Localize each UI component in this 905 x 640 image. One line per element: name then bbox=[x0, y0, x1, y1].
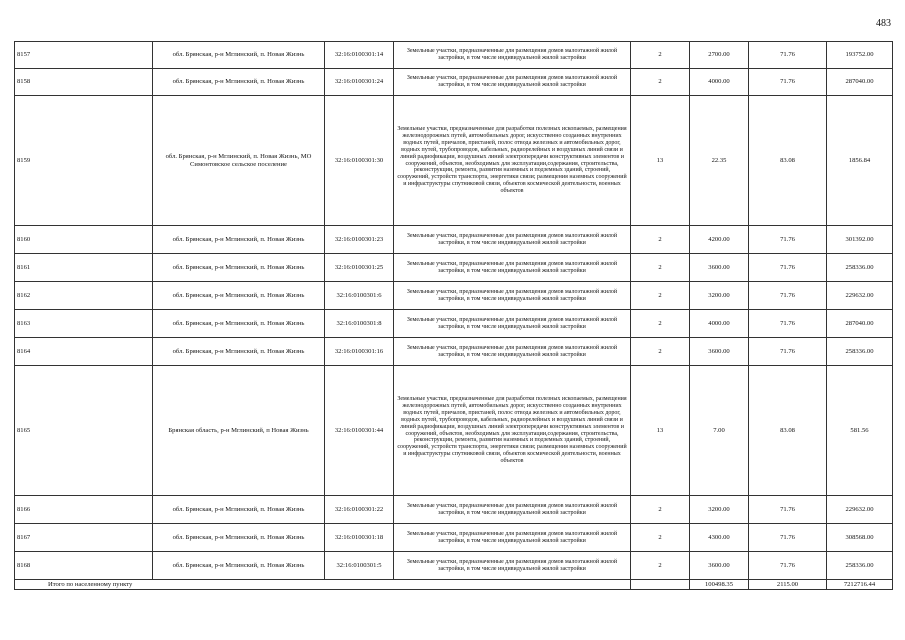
total-rate: 2115.00 bbox=[749, 580, 827, 590]
row-code: 2 bbox=[631, 496, 690, 524]
row-location: обл. Брянская, р-н Мглинский, п. Новая Жизнь bbox=[153, 338, 325, 366]
row-location: обл. Брянская, р-н Мглинский, п. Новая Жизнь bbox=[153, 226, 325, 254]
row-area: 3600.00 bbox=[690, 552, 749, 580]
row-id: 8168 bbox=[15, 552, 153, 580]
table-row bbox=[15, 552, 893, 580]
table-row bbox=[15, 69, 893, 96]
row-value: 229632.00 bbox=[827, 282, 893, 310]
row-rate: 83.08 bbox=[749, 366, 827, 496]
table-row bbox=[15, 42, 893, 69]
row-description: Земельные участки, предназначенные для размещения домов малоэтажной жилой застройки, в том числе индивидуальной жилой застройки bbox=[394, 282, 631, 310]
row-value: 1856.84 bbox=[827, 96, 893, 226]
row-area: 4200.00 bbox=[690, 226, 749, 254]
row-code: 13 bbox=[631, 366, 690, 496]
row-cadastral: 32:16:0100301:30 bbox=[325, 96, 394, 226]
row-value: 193752.00 bbox=[827, 42, 893, 69]
total-row bbox=[15, 580, 893, 590]
row-value: 229632.00 bbox=[827, 496, 893, 524]
row-description: Земельные участки, предназначенные для разработки полезных ископаемых, размещения железнодорожных путей, автомобильных дорог, искусственно созданных внутренних водных путей, причалов, пристаней, полос отвода железных и автомобильных дорог, водных путей, трубопроводов, кабельных, радиорелейных и воздушных линий связи и линий радиофикации, воздушных линий электропередачи конструктивных элементов и сооружений, объектов, необходимых для эксплуатации,содержания, строительства, реконструкции, ремонта, развития наземных и подземных зданий, строений, сооружений, устройств транспорта, энергетики связи; размещения наземных сооружений и инфраструктуры спутниковой связи, объектов космической деятельности, военных объектов bbox=[394, 96, 631, 226]
row-rate: 83.08 bbox=[749, 96, 827, 226]
row-area: 7.00 bbox=[690, 366, 749, 496]
row-rate: 71.76 bbox=[749, 552, 827, 580]
total-label bbox=[15, 580, 631, 590]
row-description: Земельные участки, предназначенные для размещения домов малоэтажной жилой застройки, в том числе индивидуальной жилой застройки bbox=[394, 254, 631, 282]
row-area: 3200.00 bbox=[690, 282, 749, 310]
row-value: 287040.00 bbox=[827, 69, 893, 96]
row-value: 301392.00 bbox=[827, 226, 893, 254]
row-id: 8167 bbox=[15, 524, 153, 552]
table-row bbox=[15, 310, 893, 338]
row-code: 13 bbox=[631, 96, 690, 226]
row-rate: 71.76 bbox=[749, 282, 827, 310]
row-description: Земельные участки, предназначенные для размещения домов малоэтажной жилой застройки, в том числе индивидуальной жилой застройки bbox=[394, 338, 631, 366]
row-location: Брянская область, р-н Мглинский, п Новая Жизнь bbox=[153, 366, 325, 496]
row-location: обл. Брянская, р-н Мглинский, п. Новая Жизнь bbox=[153, 496, 325, 524]
row-value: 258336.00 bbox=[827, 254, 893, 282]
total-area: 100498.35 bbox=[690, 580, 749, 590]
row-area: 4000.00 bbox=[690, 310, 749, 338]
row-area: 4000.00 bbox=[690, 69, 749, 96]
row-area: 3600.00 bbox=[690, 338, 749, 366]
table-row bbox=[15, 338, 893, 366]
row-id: 8157 bbox=[15, 42, 153, 69]
row-rate: 71.76 bbox=[749, 226, 827, 254]
row-rate: 71.76 bbox=[749, 496, 827, 524]
row-rate: 71.76 bbox=[749, 254, 827, 282]
total-empty-cell bbox=[631, 580, 690, 590]
row-value: 581.56 bbox=[827, 366, 893, 496]
row-code: 2 bbox=[631, 69, 690, 96]
row-code: 2 bbox=[631, 524, 690, 552]
row-id: 8163 bbox=[15, 310, 153, 338]
total-label-text: Итого по населенному пункту bbox=[48, 580, 133, 588]
row-location: обл. Брянская, р-н Мглинский, п. Новая Жизнь bbox=[153, 42, 325, 69]
table-row bbox=[15, 226, 893, 254]
row-cadastral: 32:16:0100301:16 bbox=[325, 338, 394, 366]
total-value: 7212716.44 bbox=[827, 580, 893, 590]
row-cadastral: 32:16:0100301:22 bbox=[325, 496, 394, 524]
row-code: 2 bbox=[631, 552, 690, 580]
row-description: Земельные участки, предназначенные для размещения домов малоэтажной жилой застройки, в том числе индивидуальной жилой застройки bbox=[394, 496, 631, 524]
row-description: Земельные участки, предназначенные для размещения домов малоэтажной жилой застройки, в том числе индивидуальной жилой застройки bbox=[394, 226, 631, 254]
row-value: 308568.00 bbox=[827, 524, 893, 552]
row-value: 287040.00 bbox=[827, 310, 893, 338]
row-cadastral: 32:16:0100301:14 bbox=[325, 42, 394, 69]
row-location: обл. Брянская, р-н Мглинский, п. Новая Жизнь bbox=[153, 552, 325, 580]
row-cadastral: 32:16:0100301:25 bbox=[325, 254, 394, 282]
row-cadastral: 32:16:0100301:24 bbox=[325, 69, 394, 96]
row-code: 2 bbox=[631, 338, 690, 366]
row-rate: 71.76 bbox=[749, 42, 827, 69]
row-rate: 71.76 bbox=[749, 69, 827, 96]
row-location: обл. Брянская, р-н Мглинский, п. Новая Жизнь bbox=[153, 254, 325, 282]
row-cadastral: 32:16:0100301:5 bbox=[325, 552, 394, 580]
table-row bbox=[15, 366, 893, 496]
row-id: 8165 bbox=[15, 366, 153, 496]
row-id: 8162 bbox=[15, 282, 153, 310]
table-row bbox=[15, 254, 893, 282]
row-location: обл. Брянская, р-н Мглинский, п. Новая Жизнь bbox=[153, 524, 325, 552]
page-number: 483 bbox=[876, 18, 891, 29]
row-value: 258336.00 bbox=[827, 552, 893, 580]
table-row bbox=[15, 496, 893, 524]
row-id: 8164 bbox=[15, 338, 153, 366]
row-description: Земельные участки, предназначенные для разработки полезных ископаемых, размещения железнодорожных путей, автомобильных дорог, искусственно созданных внутренних водных путей, причалов, пристаней, полос отвода железных и автомобильных дорог, водных путей, трубопроводов, кабельных, радиорелейных и воздушных линий связи и линий радиофикации, воздушных линий электропередачи конструктивных элементов и сооружений, объектов, необходимых для эксплуатации,содержания, строительства, реконструкции, ремонта, развития наземных и подземных зданий, строений, сооружений, устройств транспорта, энергетики связи; размещения наземных сооружений и инфраструктуры спутниковой связи, объектов космической деятельности, военных объектов bbox=[394, 366, 631, 496]
row-rate: 71.76 bbox=[749, 524, 827, 552]
table-row bbox=[15, 96, 893, 226]
row-description: Земельные участки, предназначенные для размещения домов малоэтажной жилой застройки, в том числе индивидуальной жилой застройки bbox=[394, 524, 631, 552]
row-code: 2 bbox=[631, 310, 690, 338]
row-cadastral: 32:16:0100301:8 bbox=[325, 310, 394, 338]
row-code: 2 bbox=[631, 42, 690, 69]
row-description: Земельные участки, предназначенные для размещения домов малоэтажной жилой застройки, в том числе индивидуальной жилой застройки bbox=[394, 69, 631, 96]
row-cadastral: 32:16:0100301:44 bbox=[325, 366, 394, 496]
row-cadastral: 32:16:0100301:6 bbox=[325, 282, 394, 310]
row-description: Земельные участки, предназначенные для размещения домов малоэтажной жилой застройки, в том числе индивидуальной жилой застройки bbox=[394, 552, 631, 580]
row-area: 22.35 bbox=[690, 96, 749, 226]
row-cadastral: 32:16:0100301:23 bbox=[325, 226, 394, 254]
row-id: 8158 bbox=[15, 69, 153, 96]
row-cadastral: 32:16:0100301:18 bbox=[325, 524, 394, 552]
row-rate: 71.76 bbox=[749, 310, 827, 338]
row-area: 4300.00 bbox=[690, 524, 749, 552]
row-description: Земельные участки, предназначенные для размещения домов малоэтажной жилой застройки, в том числе индивидуальной жилой застройки bbox=[394, 310, 631, 338]
row-rate: 71.76 bbox=[749, 338, 827, 366]
row-code: 2 bbox=[631, 282, 690, 310]
row-description: Земельные участки, предназначенные для размещения домов малоэтажной жилой застройки, в том числе индивидуальной жилой застройки bbox=[394, 42, 631, 69]
row-location: обл. Брянская, р-н Мглинский, п. Новая Жизнь bbox=[153, 69, 325, 96]
row-code: 2 bbox=[631, 226, 690, 254]
land-plots-table bbox=[14, 41, 893, 590]
row-id: 8160 bbox=[15, 226, 153, 254]
row-id: 8161 bbox=[15, 254, 153, 282]
table-row bbox=[15, 282, 893, 310]
row-location: обл. Брянская, р-н Мглинский, п. Новая Жизнь bbox=[153, 310, 325, 338]
row-location: обл. Брянская, р-н Мглинский, п. Новая Жизнь bbox=[153, 282, 325, 310]
row-id: 8159 bbox=[15, 96, 153, 226]
row-value: 258336.00 bbox=[827, 338, 893, 366]
row-area: 2700.00 bbox=[690, 42, 749, 69]
row-location: обл. Брянская, р-н Мглинский, п. Новая Жизнь, МО Симонтовское сельское поселение bbox=[153, 96, 325, 226]
row-area: 3600.00 bbox=[690, 254, 749, 282]
table-body bbox=[15, 42, 893, 590]
row-id: 8166 bbox=[15, 496, 153, 524]
row-code: 2 bbox=[631, 254, 690, 282]
row-area: 3200.00 bbox=[690, 496, 749, 524]
table-row bbox=[15, 524, 893, 552]
